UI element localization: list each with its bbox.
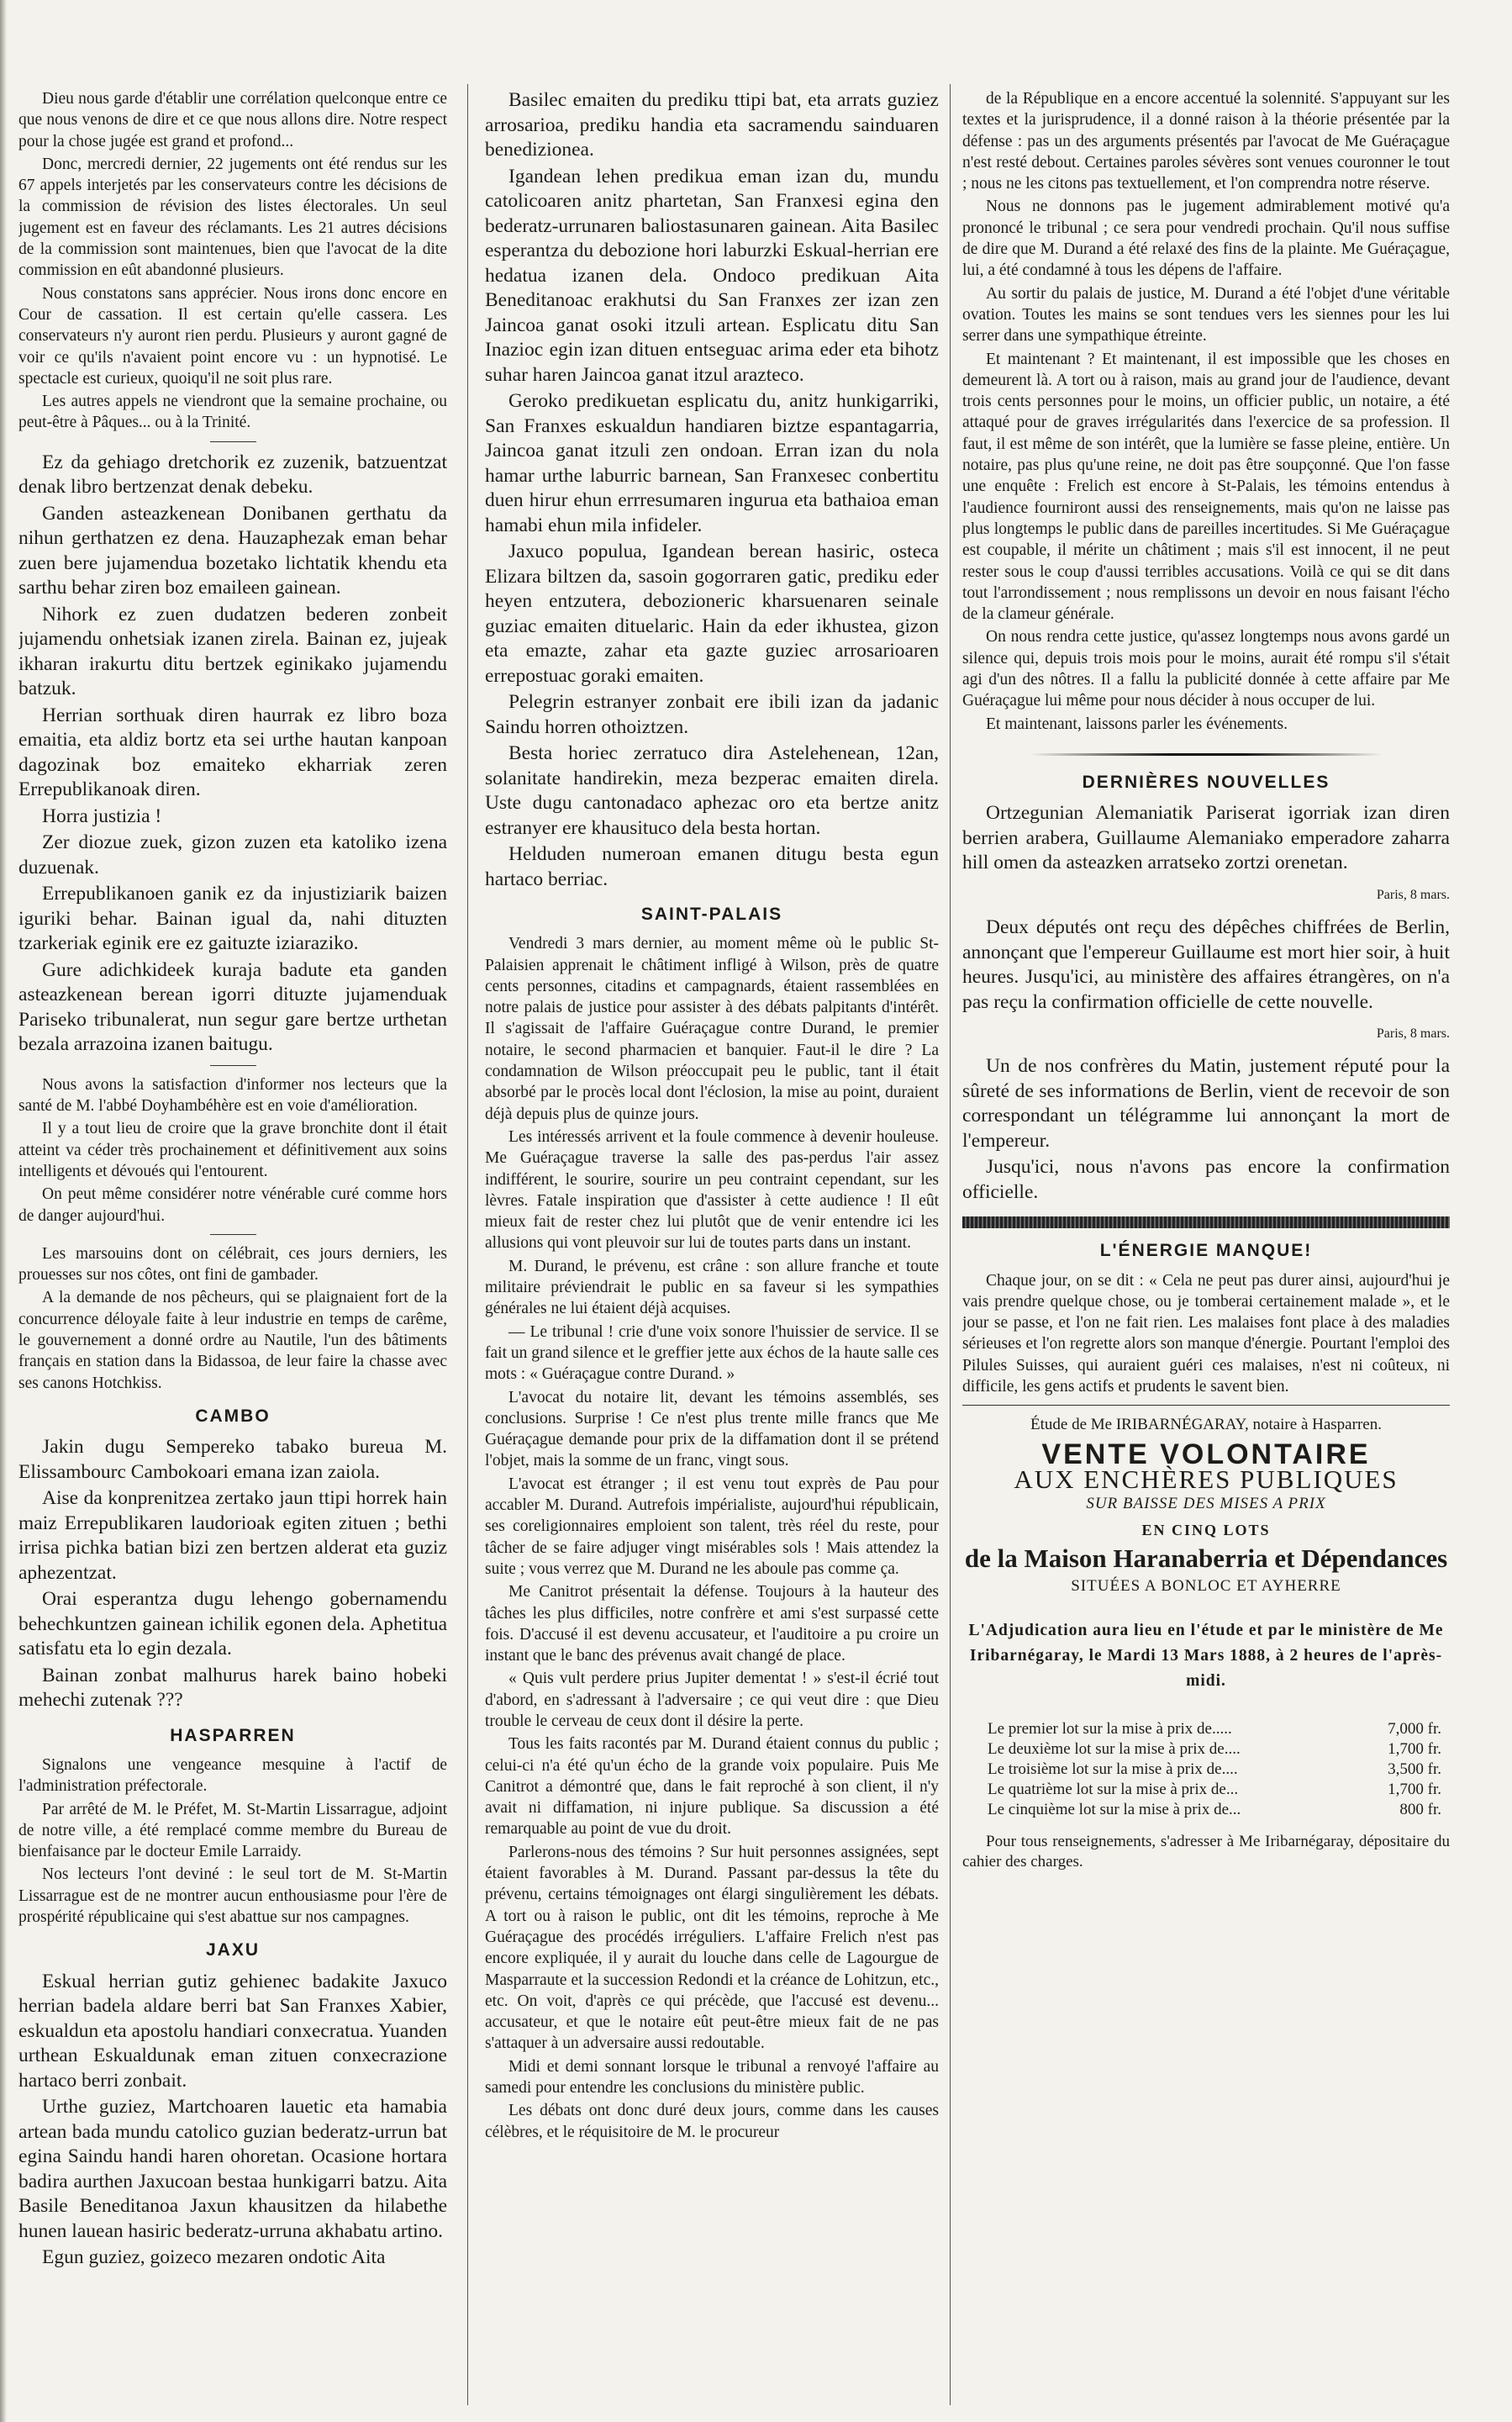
- dateline: Paris, 8 mars.: [1376, 887, 1450, 902]
- paragraph: Et maintenant ? Et maintenant, il est impossible que les choses en demeurent là. A tort ou à raison, mais au grand jour de l'audience, devant trois cents personnes pour le moins, un officier public, un notaire, a été attaqué pour de graves irrégularités dans l'exercice de sa profession. Il faut, il est même de son intérêt, que la lumière se fasse pleine, entière. Un notaire, pas plus qu'une reine, ne doit pas être soupçonné. Que l'on fasse une enquête : Frelich est encore à St-Palais, les témoins entendus à l'audience fourniront aussi des renseignements, mais qu'on ne laisse pas plus longtemps le public dans de pareilles incertitudes. Si Me Guéraçague est coupable, il mérite un châtiment ; mais s'il est innocent, il ne peut rester sous le coup d'aussi terribles accusations. Voilà ce qui se dit dans tout l'arrondissement ; nous remplissons un devoir en nous faisant l'écho de la clameur générale.: [962, 350, 1450, 624]
- paragraph: Et maintenant, laissons parler les événements.: [986, 715, 1288, 733]
- lot-label: Le quatrième lot sur la mise à prix de...: [988, 1781, 1239, 1799]
- paragraph: Bainan zonbat malhurus harek baino hobeki mehechi zutenak ???: [18, 1664, 447, 1712]
- paragraph: Egun guziez, goizeco mezaren ondotic Aita: [42, 2246, 386, 2269]
- paragraph: — Le tribunal ! crie d'une voix sonore l'huissier de service. Il se fait un grand silence et le greffier jette aux échos de la haute salle ces mots : « Guéraçague contre Durand. »: [485, 1322, 939, 1384]
- ad-property: de la Maison Haranaberria et Dépendances: [964, 1543, 1448, 1573]
- paragraph: Errepublikanoen ganik ez da injustiziarik baizen iguriki behar. Bainan igual da, nahi dituzten tzarkeriak eginik ere ez gaituzte iziaraziko.: [18, 883, 447, 955]
- paragraph: M. Durand, le prévenu, est crâne : son allure franche et toute militaire préviendrait le public en sa faveur si les sympathies générales ne lui étaient déjà acquises.: [485, 1257, 939, 1318]
- lot-value: 1,700 fr.: [1388, 1781, 1441, 1799]
- section-heading-energie-manque: L'ÉNERGIE MANQUE!: [1099, 1241, 1313, 1261]
- paragraph: Deux députés ont reçu des dépêches chiffrées de Berlin, annonçant que l'empereur Guillaume est mort hier soir, à huit heures. Jusqu'ici, au ministère des affaires étrangères, on n'a pas reçu la confirmation officielle de cette nouvelle.: [962, 916, 1450, 1013]
- paragraph: Jaxuco populua, Igandean berean hasiric, osteca Elizara biltzen da, sasoin gogorraren gatic, prediku eder heyen entzutera, debozioneric kharsuenaren seinale guziac emaiten dituelaric. Hain da eder ikhustea, gizon eta emazte, zahar eta gazte guziec arrosarioaren errepostuac goraki emaiten.: [485, 541, 939, 687]
- lot-value: 800 fr.: [1399, 1801, 1441, 1819]
- lot-row: [988, 1800, 1441, 1820]
- paragraph: Nous avons la satisfaction d'informer nos lecteurs que la santé de M. l'abbé Doyhambéhère est en voie d'amélioration.: [18, 1075, 447, 1116]
- paragraph: Par arrêté de M. le Préfet, M. St-Martin Lissarrague, adjoint de notre ville, a été remplacé comme membre du Bureau de bienfaisance par le docteur Emile Larraidy.: [18, 1800, 447, 1861]
- paragraph: Basilec emaiten du prediku ttipi bat, eta arrats guziez arrosarioa, prediku handia eta sacramendu sainduaren benedizionea.: [485, 89, 939, 161]
- paragraph: Chaque jour, on se dit : « Cela ne peut pas durer ainsi, aujourd'hui je vais prendre quelque chose, ou je tomberai certainement malade », et le jour se passe, et l'on ne fait rien. Les malaises font place à des maladies sérieuses et l'on regrette alors son manque d'énergie. Pourtant l'emploi des Pilules Suisses, qui auraient guéri ces malaises, n'est ni coûteux, ni difficile, les gens actifs et prudents le savent bien.: [962, 1271, 1450, 1396]
- lot-row: [988, 1760, 1441, 1780]
- separator: [962, 1405, 1450, 1406]
- notary-line: Étude de Me IRIBARNÉGARAY, notaire à Hasparren.: [1030, 1416, 1382, 1434]
- section-heading-saint-palais: SAINT-PALAIS: [640, 905, 783, 924]
- paragraph: Jusqu'ici, nous n'avons pas encore la confirmation officielle.: [962, 1156, 1450, 1203]
- ornamental-rule: [962, 750, 1450, 758]
- column-3: [962, 88, 1450, 2405]
- lot-label: Le cinquième lot sur la mise à prix de...: [988, 1801, 1241, 1819]
- paragraph: Pelegrin estranyer zonbait ere ibili izan da jadanic Saindu horren othoiztzen.: [485, 691, 939, 738]
- paragraph: Eskual herrian gutiz gehienec badakite Jaxuco herrian badela aldare berri bat San Franxes Xabier, eskualdun eta apostolu handiari conxecratua. Yuanden urthean Eskualdunak eman zituen conxecrazione hartaco berri zonbait.: [18, 1970, 447, 2092]
- paragraph: Gure adichkideek kuraja badute eta ganden asteazkenean berean igorri dituzte jujamenduak Pariseko tribunalerat, nun segur gare bertze urthetan bezala arrazoina izanen baitugu.: [18, 958, 447, 1056]
- separator: [210, 1065, 256, 1066]
- lot-label: Le troisième lot sur la mise à prix de....: [988, 1760, 1238, 1779]
- section-heading-jaxu: JAXU: [205, 1940, 261, 1960]
- paragraph: Nous constatons sans apprécier. Nous irons donc encore en Cour de cassation. Il est certain qu'elle cassera. Les conservateurs n'y auront rien perdu. Plusieurs y auront gagné de voir ce qu'ils n'avaient point encore vu : un hypnotisé. Le spectacle est curieux, quoiqu'il ne soit plus rare.: [18, 284, 447, 388]
- paragraph: de la République en a encore accentué la solennité. S'appuyant sur les textes et la jurisprudence, il a donné raison à la théorie présentée par la défense : pas un des arguments présentés par l'avocat de Me Guéraçague n'est resté debout. Certaines paroles sévères sont venues couronner le tout ; nous ne les citons pas textuellement, et l'on comprendra notre réserve.: [962, 90, 1450, 193]
- ad-location: SITUÉES A BONLOC ET AYHERRE: [1071, 1577, 1341, 1596]
- lot-value: 7,000 fr.: [1388, 1720, 1441, 1739]
- paragraph: Les débats ont donc duré deux jours, comme dans les causes célèbres, et le réquisitoire de M. le procureur: [485, 2102, 939, 2141]
- paragraph: Orai esperantza dugu lehengo gobernamendu behechkuntzen gainean ichilik egonen dela. Aphetitua satisfatu eta lo egin dezala.: [18, 1588, 447, 1660]
- paragraph: Igandean lehen predikua eman izan du, mundu catolicoaren anitz phartetan, San Franxesi egina den bederatz-urrunaren baliostasunaren gainean. Aita Basilec esperantza du debozione hori laburzki Eskual-herrian ere hedatua izanen dela. Ondoco predikuan Aita Beneditanoac erakhutsi du San Franxes zer izan zen Jaincoa ganat osoki itzuli artean. Esplicatu ditu San Inazioc egin izan dituen entseguac arima eder eta bihotz suhar haren Jaincoa ganat itzul arazteco.: [485, 165, 939, 386]
- dateline: Paris, 8 mars.: [1376, 1026, 1450, 1041]
- paragraph: Un de nos confrères du Matin, justement réputé pour la sûreté de ses informations de Berlin, vient de recevoir de son correspondant un télégramme lui annonçant la mort de l'empereur.: [962, 1055, 1450, 1152]
- paragraph: Tous les faits racontés par M. Durand étaient connus du public ; celui-ci n'a été qu'un écho de la grande voix populaire. Puis Me Canitrot a démontré que, dans le fait reproché à son client, il n'y avait ni diffamation, ni injure publique. Sa discussion a été remarquable au point de vue du droit.: [485, 1735, 939, 1839]
- paragraph: Midi et demi sonnant lorsque le tribunal a renvoyé l'affaire au samedi pour entendre les conclusions du ministère public.: [485, 2057, 939, 2097]
- lot-value: 3,500 fr.: [1388, 1760, 1441, 1779]
- paragraph: On nous rendra cette justice, qu'assez longtemps nous avons gardé un silence qui, depuis trois mois pour le moins, aurait été rompu s'il s'était agi d'un des nôtres. Il a fallu la publicité donnée à cette affaire par Me Guéraçague lui même pour nous décider à nous occuper de lui.: [962, 628, 1450, 710]
- paragraph: A la demande de nos pêcheurs, qui se plaignaient fort de la concurrence déloyale faite à leur industrie en temps de carême, le gouvernement a donné ordre au Nautile, l'un des bâtiments français en station dans la Bidassoa, de leur faire la chasse avec ses canons Hotchkiss.: [18, 1289, 447, 1392]
- paragraph: Les marsouins dont on célébrait, ces jours derniers, les prouesses sur nos côtes, ont fini de gambader.: [18, 1244, 447, 1285]
- separator: [210, 1234, 256, 1235]
- paragraph: Horra justizia !: [42, 805, 162, 827]
- paragraph: Ortzegunian Alemaniatik Pariserat igorriak izan diren berrien arabera, Guillaume Alemaniako emperadore zaharra hill omen da asteazken arratseko zortzi orenetan.: [962, 802, 1450, 874]
- paragraph: On peut même considérer notre vénérable curé comme hors de danger aujourd'hui.: [18, 1185, 447, 1225]
- paragraph: Il y a tout lieu de croire que la grave bronchite dont il était atteint va céder très prochainement et définitivement aux soins intelligents et dévoués qui l'entourent.: [18, 1120, 447, 1180]
- ad-subtitle: AUX ENCHÈRES PUBLIQUES: [1014, 1464, 1399, 1494]
- paragraph: Nos lecteurs l'ont deviné : le seul tort de M. St-Martin Lissarrague est de ne montrer aucun enthousiasme pour l'ère de prospérité républicaine qui s'est abattue sur nos campagnes.: [18, 1865, 447, 1927]
- paragraph: Les intéressés arrivent et la foule commence à devenir houleuse. Me Guéraçague traverse la salle des pas-perdus l'air assez indifférent, le sourire, sourire un peu contraint cependant, sur les lèvres. Fatale inspiration que d'assister à cette audience ! Il eût mieux fait de rester chez lui plutôt que de venir entendre ici les allusions qui vont pleuvoir sur lui de toutes parts dans un instant.: [485, 1127, 939, 1253]
- ad-line: EN CINQ LOTS: [1141, 1521, 1271, 1538]
- paragraph: Jakin dugu Sempereko tabako bureua M. Elissambourc Cambokoari emana izan zaiola.: [18, 1436, 447, 1483]
- section-heading-cambo: CAMBO: [195, 1406, 271, 1426]
- lot-row: [988, 1719, 1441, 1739]
- paragraph: Ganden asteazkenean Donibanen gerthatu da nihun gerthatzen ez dena. Hauzaphezak eman behar zuen bere jujamendua bozetako lichtatik khendu eta sarthu behar ziren boz emaileen gainean.: [18, 502, 447, 599]
- ad-title: VENTE VOLONTAIRE: [1041, 1438, 1371, 1470]
- paragraph: Urthe guziez, Martchoaren lauetic eta hamabia artean bada mundu catolico guzian bederatz-urrun bat egina Saindu handi haren ohoretan. Ocasione hortara badira aurthen Jaxucoan bestaa hunkigarri batzu. Aita Basile Beneditanoa Jaxun khausitzen da hilabethe hunen lauean hasiric bederatz-urruna akhabatu artino.: [18, 2096, 447, 2242]
- paragraph: L'avocat est étranger ; il est venu tout exprès de Pau pour accabler M. Durand. Autrefois impérialiste, aujourd'hui républicain, ses coreligionnaires emploient son talent, très réel du reste, pour tâcher de se faire adjuger vingt misérables sols ! Mais attendez la suite ; vous verrez que M. Durand ne les aboule pas comme ça.: [485, 1475, 939, 1578]
- paragraph: Zer diozue zuek, gizon zuzen eta katoliko izena duzuenak.: [18, 831, 447, 879]
- section-heading-dernieres-nouvelles: DERNIÈRES NOUVELLES: [1082, 772, 1330, 792]
- column-rule-1: [467, 84, 468, 2405]
- column-rule-2: [950, 84, 951, 2405]
- paragraph: Herrian sorthuak diren haurrak ez libro boza emaitia, eta aldiz bortz eta sei urthe hautan kanpoan dagozinak boz emaiteko ekharriak zeren Errepublikanoak diren.: [18, 704, 447, 801]
- lot-list: [988, 1719, 1441, 1820]
- ornamental-band: [962, 1216, 1450, 1228]
- paragraph: Nous ne donnons pas le jugement admirablement motivé qu'a prononcé le tribunal ; ce sera pour vendredi prochain. Qu'il nous suffise de dire que M. Durand a été relaxé des fins de la plainte. Me Guéraçague, lui, a été condamné à tous les dépens de l'affaire.: [962, 198, 1450, 280]
- column-2: [485, 88, 939, 2405]
- column-1: [18, 88, 447, 2405]
- paragraph: Vendredi 3 mars dernier, au moment même où le public St-Palaisien apprenait le châtiment infligé à Wilson, près de quatre cents personnes, citadins et campagnards, étaient rassemblées en notre palais de justice pour assister à des débats palpitants d'intérêt. Il s'agissait de l'affaire Guéraçague contre Durand, le premier notaire, le second pharmacien et banquier. Faut-il le dire ? La condamnation de Wilson préoccupait peu le public, tant il était absorbé par le procès local dont l'éclosion, la mise au point, duraient déjà depuis plus de quinze jours.: [485, 935, 939, 1123]
- lot-label: Le premier lot sur la mise à prix de.....: [988, 1720, 1232, 1739]
- paragraph: Nihork ez zuen dudatzen bederen zonbeit jujamendu onhetsiak izanen zirela. Bainan ez, jujeak ikharan irakurtu ditu bertzek eginikako jujamendu batzuk.: [18, 603, 447, 700]
- paragraph: Aise da konprenitzea zertako jaun ttipi horrek hain maiz Errepublikaren laudorioak egiten zituen ; bethi irrisa pichka batian bizi zen bertzen alderat eta guziz aphezentzat.: [18, 1487, 447, 1584]
- lot-row: [988, 1780, 1441, 1800]
- lot-value: 1,700 fr.: [1388, 1740, 1441, 1759]
- paragraph: L'avocat du notaire lit, devant les témoins assemblés, ses conclusions. Surprise ! Ce n'est plus trente mille francs que Me Guéraçague demande pour prix de la diffamation dont il se prétend l'objet, mais la somme de un franc, vingt sous.: [485, 1388, 939, 1470]
- paragraph: Au sortir du palais de justice, M. Durand a été l'objet d'une véritable ovation. Toutes les mains se sont tendues vers les siennes pour les lui serrer dans une sympathique étreinte.: [962, 284, 1450, 346]
- paragraph: Ez da gehiago dretchorik ez zuzenik, batzuentzat denak libro bertzenzat denak debeku.: [18, 451, 447, 499]
- paragraph: Helduden numeroan emanen ditugu besta egun hartaco berriac.: [485, 843, 939, 890]
- paragraph: Signalons une vengeance mesquine à l'actif de l'administration préfectorale.: [18, 1756, 447, 1796]
- paragraph: Geroko predikuetan esplicatu du, anitz hunkigarriki, San Franxes eskualdun handiaren biztze espantagarria, Jaincoa ganat itzuli zen ondoan. Erran izan du nola hamar urthe laburric barnean, San Franxesec conbertitu duen hirur ehun errresumaren ingurua eta bathaioa eman hamabi ehun mila infideler.: [485, 390, 939, 536]
- section-heading-hasparren: HASPARREN: [170, 1725, 296, 1745]
- lot-row: [988, 1739, 1441, 1760]
- page-gutter-shadow: [0, 0, 7, 2422]
- paragraph: Parlerons-nous des témoins ? Sur huit personnes assignées, sept étaient favorables à M. Durand. Passant par-dessus la tête du prévenu, certains témoignages ont élargi singulièrement les débats. A tort ou à raison le public, ont dit les témoins, reproche à Me Guéraçague des procédés irréguliers. L'affaire Frelich n'est pas encore expliquée, il y aurait du louche dans celle de Lagourgue de Masparraute et la succession Redondi et la créance de Lohitzun, etc., etc. On voit, d'après ce qui précède, que l'accusé est devenu... accusateur, et que le notaire eût peut-être mieux fait de ne pas s'attaquer à un adversaire aussi redoutable.: [485, 1843, 939, 2053]
- paragraph: Les autres appels ne viendront que la semaine prochaine, ou peut-être à Pâques... ou à la Trinité.: [18, 393, 447, 432]
- lot-label: Le deuxième lot sur la mise à prix de....: [988, 1740, 1241, 1759]
- separator: [210, 441, 256, 442]
- paragraph: « Quis vult perdere prius Jupiter dementat ! » s'est-il écrié tout d'abord, en s'adressant à l'adversaire ; ce qui veut dire : que Dieu trouble le cerveau de ceux dont il désire la perte.: [485, 1670, 939, 1730]
- paragraph: Besta horiec zerratuco dira Astelehenean, 12an, solanitate handirekin, meza bezperac emaiten direla. Uste dugu cantonadaco aphezac oro eta bertze anitz estranyer ere khausituco dela besta hortan.: [485, 742, 939, 839]
- ad-contact: Pour tous renseignements, s'adresser à Me Iribarnégaray, dépositaire du cahier des charges.: [962, 1833, 1450, 1871]
- paragraph: Dieu nous garde d'établir une corrélation quelconque entre ce que nous venons de dire et ce que nous allons dire. Notre respect pour la chose jugée est grand et profond...: [18, 90, 447, 150]
- ad-line: SUR BAISSE DES MISES A PRIX: [1086, 1495, 1326, 1513]
- paragraph: Donc, mercredi dernier, 22 jugements ont été rendus sur les 67 appels interjetés par les conservateurs contre les décisions de la commission de révision des listes électorales. Un seul jugement est en faveur des réclamants. Les 21 autres décisions de la commission sont maintenues, bien que l'avocat de la dite commission en eût abandonné plusieurs.: [18, 155, 447, 280]
- ad-adjudication: L'Adjudication aura lieu en l'étude et par le ministère de Me Iribarnégaray, le Mardi 13 Mars 1888, à 2 heures de l'après-midi.: [968, 1622, 1444, 1691]
- paragraph: Me Canitrot présentait la défense. Toujours à la hauteur des tâches les plus difficiles, notre confrère et ami s'est surpassé cette fois. D'accusé il est devenu accusateur, et l'auditoire a pu croire un instant que le banc des prévenus avait changé de place.: [485, 1583, 939, 1665]
